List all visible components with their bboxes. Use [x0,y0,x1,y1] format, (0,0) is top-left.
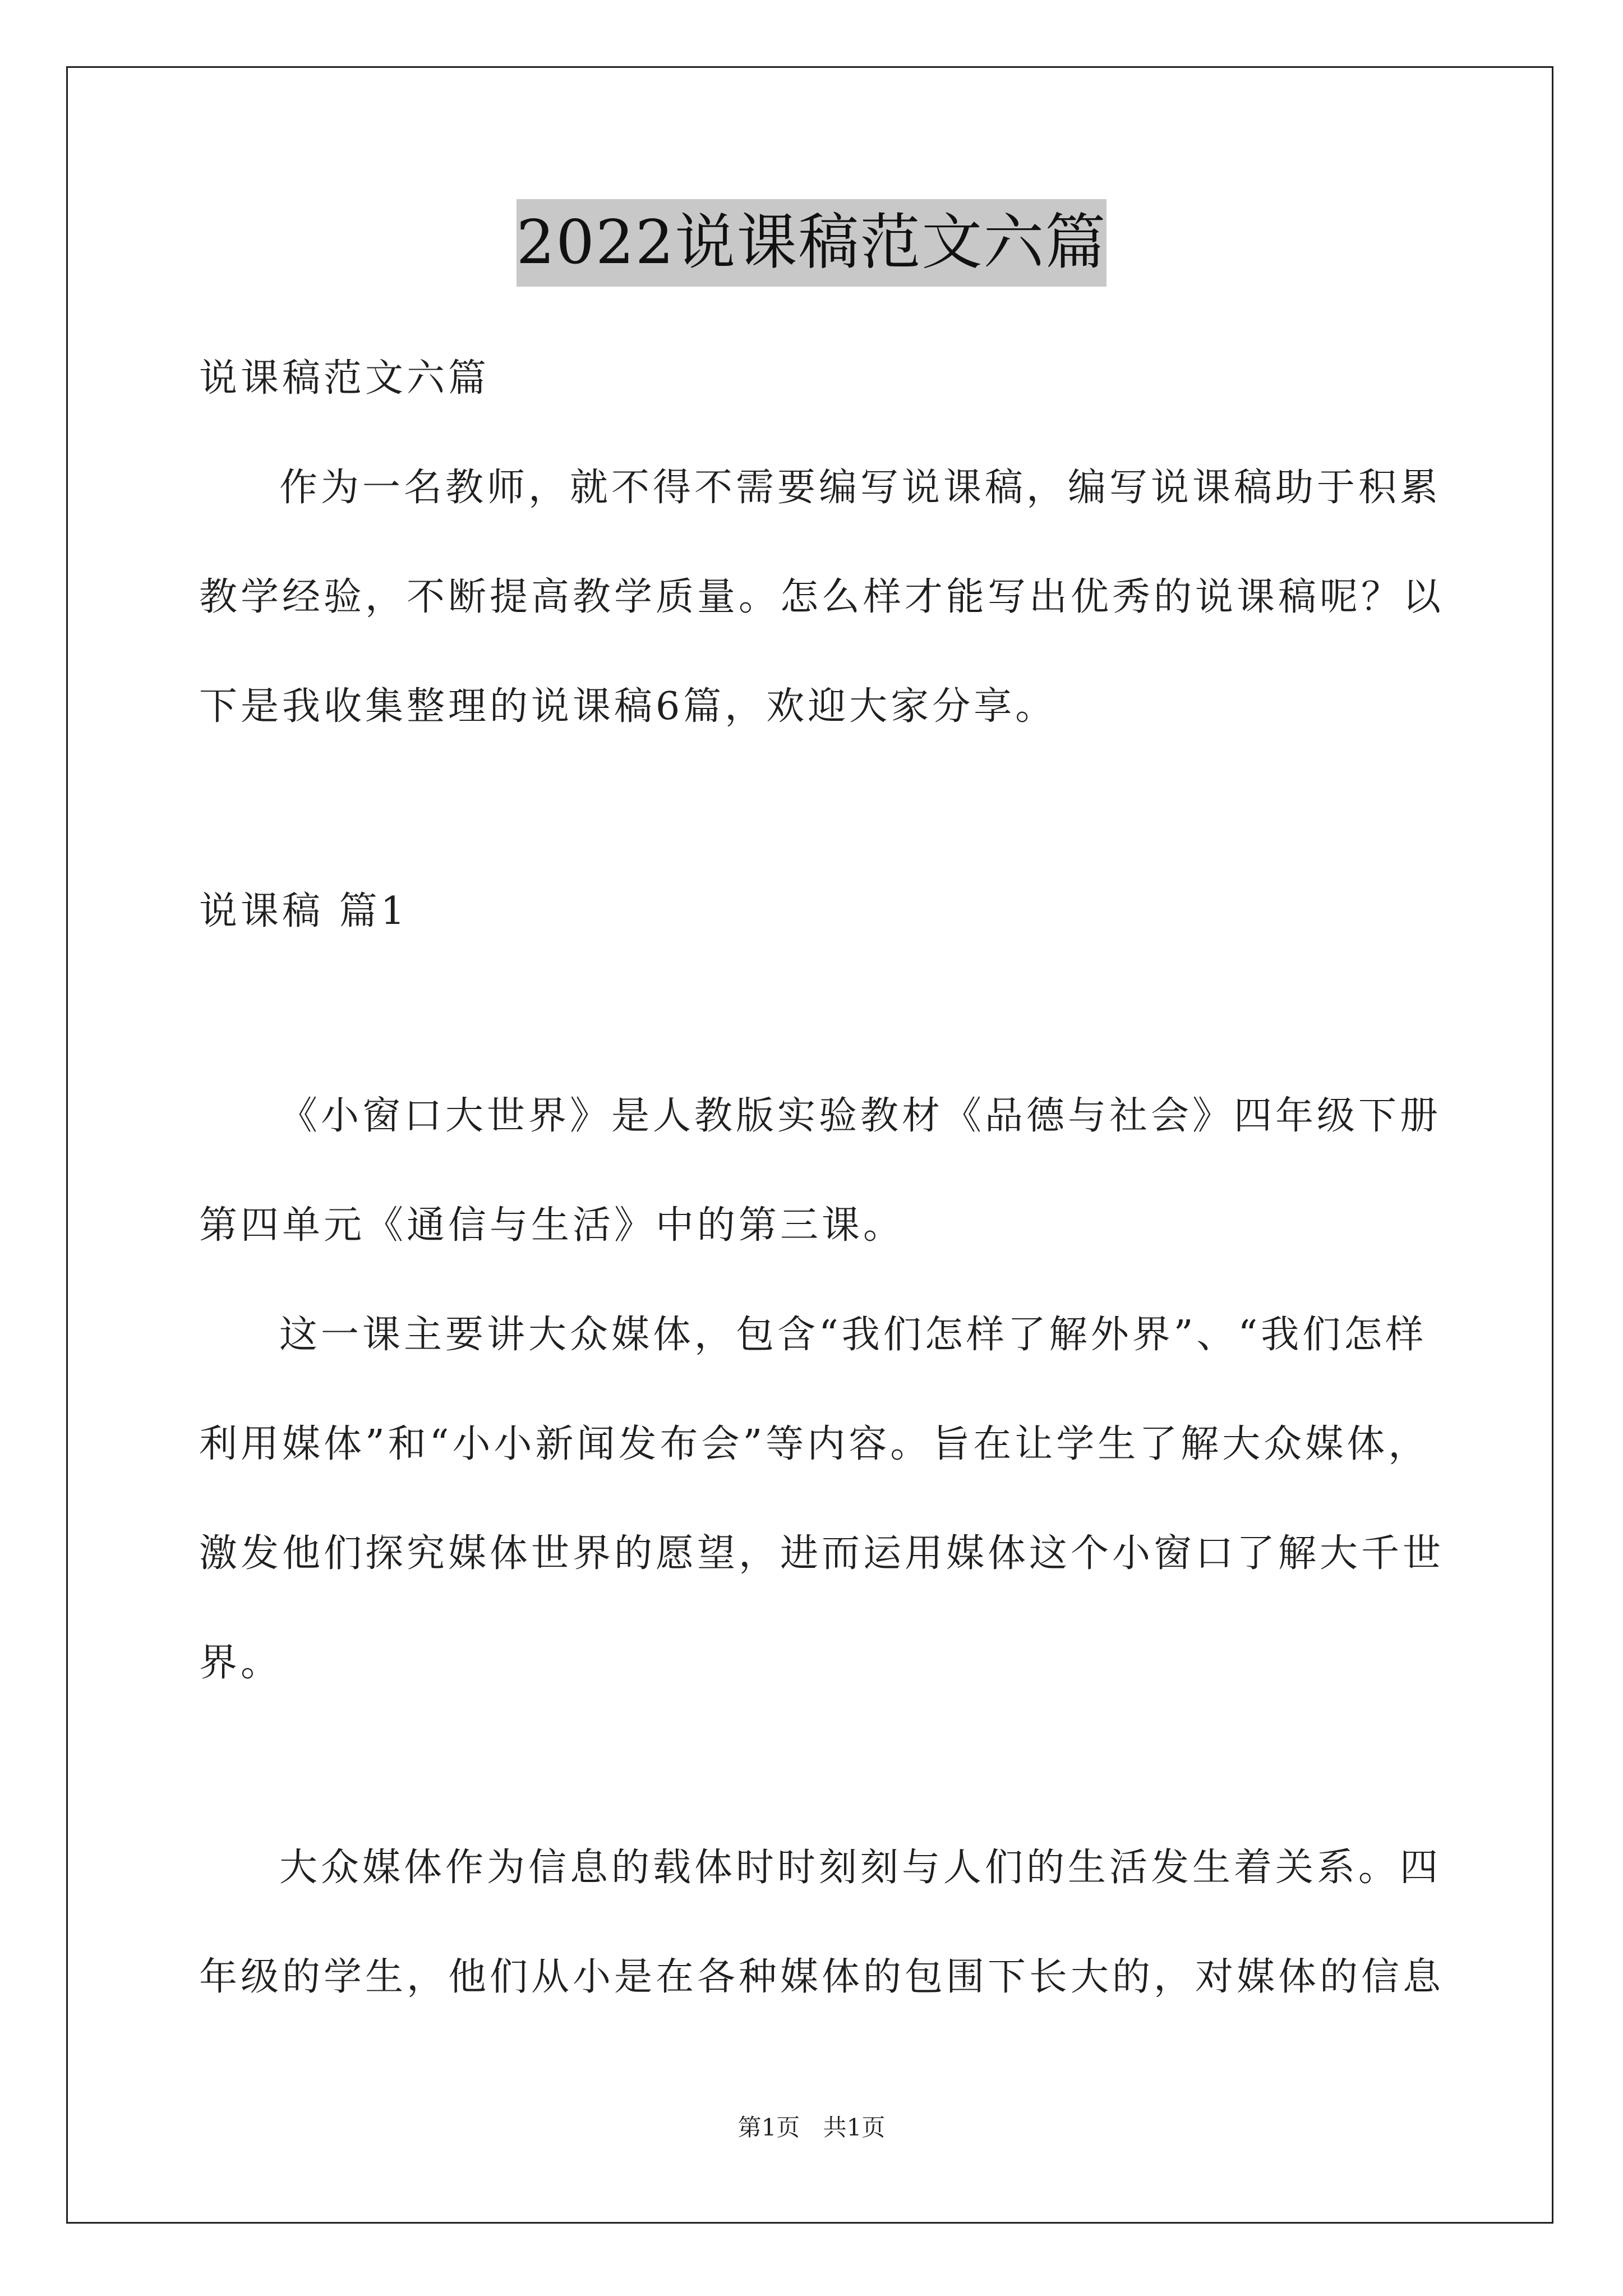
chapter-heading: 说课稿 篇1 [199,889,408,933]
title-row [0,199,1623,287]
paragraph-line: 下是我收集整理的说课稿6篇，欢迎大家分享。 [199,684,1057,729]
paragraph-line: 教学经验，不断提高教学质量。怎么样才能写出优秀的说课稿呢？以 [199,575,1445,619]
paragraph-line: 大众媒体作为信息的载体时时刻刻与人们的生活发生着关系。四 [279,1846,1442,1890]
paragraph-line: 这一课主要讲大众媒体，包含“我们怎样了解外界”、“我们怎样 [279,1313,1427,1357]
page-total: 共1页 [823,2114,886,2141]
paragraph-line: 年级的学生，他们从小是在各种媒体的包围下长大的，对媒体的信息 [199,1955,1445,1999]
paragraph-line: 《小窗口大世界》是人教版实验教材《品德与社会》四年级下册 [279,1094,1442,1138]
section-heading: 说课稿范文六篇 [199,356,490,401]
paragraph-line: 激发他们探究媒体世界的愿望，进而运用媒体这个小窗口了解大千世 [199,1531,1445,1576]
paragraph-line: 作为一名教师，就不得不需要编写说课稿，编写说课稿助于积累 [279,466,1442,510]
paragraph-line: 利用媒体”和“小小新闻发布会”等内容。旨在让学生了解大众媒体， [199,1422,1430,1466]
paragraph-line: 界。 [199,1641,283,1685]
document-title: 2022说课稿范文六篇 [517,199,1107,287]
page-footer [0,2112,1623,2143]
paragraph-line: 第四单元《通信与生活》中的第三课。 [199,1203,905,1248]
page-number: 第1页 [737,2114,800,2141]
